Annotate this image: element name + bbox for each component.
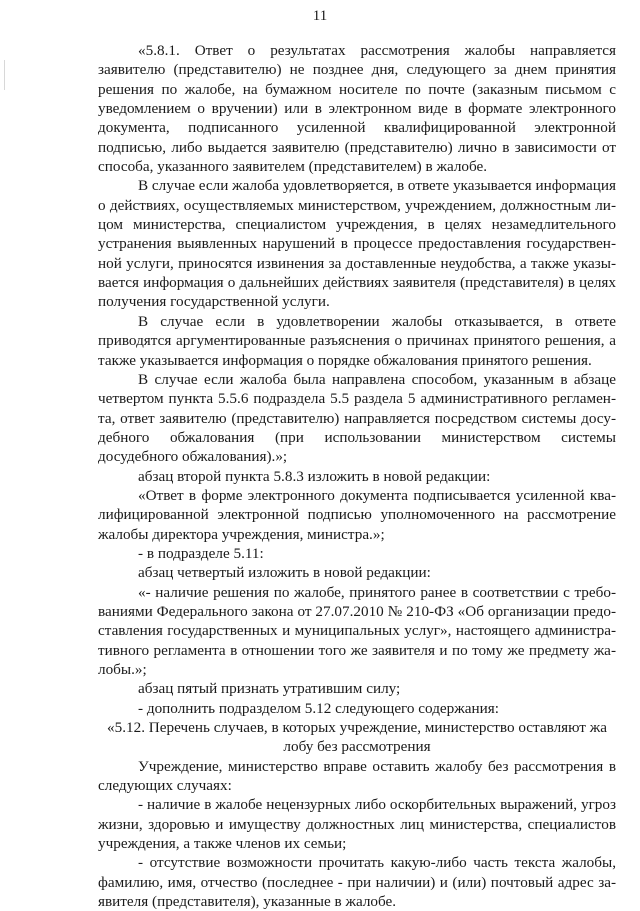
paragraph-complaint-satisfied: В случае если жалоба удовлетворяется, в ответе указывается информация о действиях, осуществляемых министерством, учреждением, должностным лицом министерства, специалистом учреждения, в целях незамедлительного устранения выявленных нарушений в процессе предоставления государственной услуги, приносятся извинения за доставленные неудобства, а также указывается информация о дальнейших действиях заявителя (представителя) в целях получения государственной услуги. — [98, 177, 616, 311]
scan-edge-mark — [4, 60, 5, 90]
section-heading-line-2: лобу без рассмотрения — [283, 738, 431, 756]
paragraph-5-8-1: «5.8.1. Ответ о результатах рассмотрения жалобы направляется заявителю (представителю) не позднее дня, следующего за днем принятия решения по жалобе, на бумажном носителе по почте (заказным письмом с уведомлением о вручении) или в электронном виде в формате электронного документа, подписанного усиленной квалифицированной электронной подписью, либо выдается заявителю (представителю) лично в зависимости от способа, указанного заявителем (представителем) в жалобе. — [98, 42, 616, 176]
paragraph-prior-decision: «- наличие решения по жалобе, принятого ранее в соответствии с требованиями Федерального закона от 27.07.2010 № 210-ФЗ «Об организации предоставления государственных и муниципальных услуг», настоящего административного регламента в отношении того же заявителя и по тому же предмету жалобы.»; — [98, 583, 616, 678]
paragraph-fifth-void: абзац пятый признать утратившим силу; — [138, 680, 401, 698]
paragraph-amend-fourth: абзац четвертый изложить в новой редакции: — [138, 564, 431, 582]
paragraph-add-5-12: - дополнить подразделом 5.12 следующего содержания: — [138, 699, 499, 717]
section-heading-line-1: «5.12. Перечень случаев, в которых учреждение, министерство оставляют жа — [107, 719, 607, 737]
document-body — [98, 41, 616, 911]
paragraph-subsection-5-11: - в подразделе 5.11: — [138, 544, 264, 562]
paragraph-obscene-language: - наличие в жалобе нецензурных либо оскорбительных выражений, угроз жизни, здоровью и имуществу должностных лиц министерства, специалистов учреждения, а также членов их семьи; — [98, 796, 616, 853]
paragraph-amend-5-8-3: абзац второй пункта 5.8.3 изложить в новой редакции: — [138, 467, 491, 485]
paragraph-unreadable-text: - отсутствие возможности прочитать какую-либо часть текста жалобы, фамилию, имя, отчество (последнее - при наличии) и (или) почтовый адрес заявителя (представителя), указанные в жалобе. — [98, 854, 616, 911]
section-heading-5-12 — [98, 718, 616, 757]
paragraph-leave-without-review: Учреждение, министерство вправе оставить жалобу без рассмотрения в следующих случаях: — [98, 757, 616, 795]
paragraph-complaint-refused: В случае если в удовлетворении жалобы отказывается, в ответе приводятся аргументированные разъяснения о причинах принятого решения, а также указывается информация о порядке обжалования принятого решения. — [98, 312, 616, 369]
page-number: 11 — [312, 8, 328, 24]
paragraph-electronic-answer: «Ответ в форме электронного документа подписывается усиленной квалифицированной электронной подписью уполномоченного на рассмотрение жалобы директора учреждения, министра.»; — [98, 486, 616, 543]
paragraph-pretrial-system: В случае если жалоба была направлена способом, указанным в абзаце четвертом пункта 5.5.6 подраздела 5.5 раздела 5 административного регламента, ответ заявителю (представителю) направляется посредством системы досудебного обжалования (при использовании министерством системы досудебного обжалования).»; — [98, 370, 616, 466]
